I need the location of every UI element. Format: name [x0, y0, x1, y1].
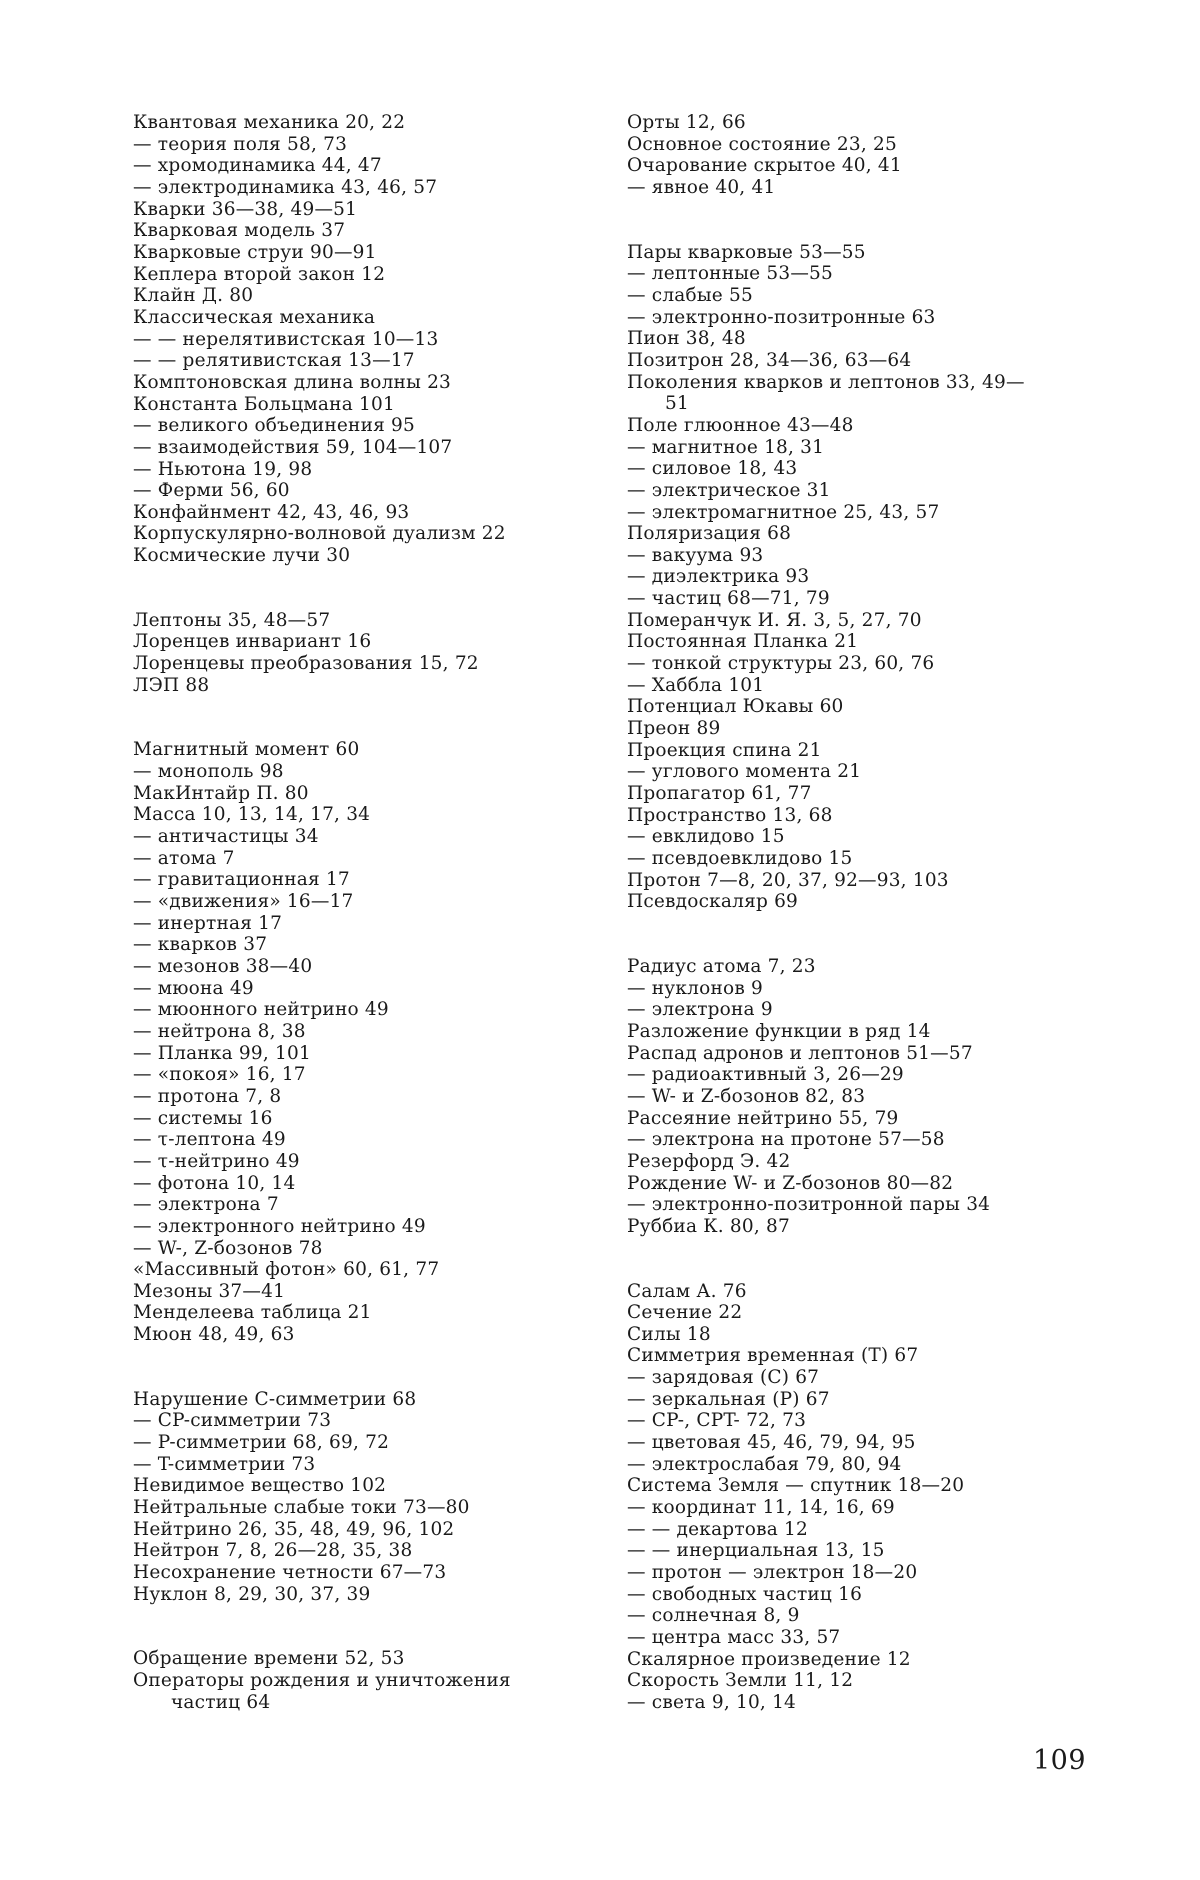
index-entry: Лептоны 35, 48—57: [133, 609, 331, 631]
index-entry: — взаимодействия 59, 104—107: [133, 436, 453, 458]
index-entry: Пропагатор 61, 77: [627, 783, 812, 805]
index-entry: — теория поля 58, 73: [133, 133, 348, 155]
index-entry: — CP-симметрии 73: [133, 1410, 332, 1432]
index-entry: — углового момента 21: [627, 761, 862, 783]
index-entry: — частиц 68—71, 79: [627, 588, 830, 610]
index-entry: — электронно-позитронной пары 34: [627, 1194, 991, 1216]
index-entry: Нейтрино 26, 35, 48, 49, 96, 102: [133, 1518, 455, 1540]
index-letter-group: [133, 1648, 603, 1713]
index-entry: — атома 7: [133, 847, 235, 869]
index-entry: — протона 7, 8: [133, 1085, 282, 1107]
index-entry: — зарядовая (C) 67: [627, 1367, 820, 1389]
index-entry: — силовое 18, 43: [627, 458, 798, 480]
index-entry: Масса 10, 13, 14, 17, 34: [133, 804, 371, 826]
index-entry: — света 9, 10, 14: [627, 1691, 797, 1713]
index-entry: «Массивный фотон» 60, 61, 77: [133, 1259, 440, 1281]
index-entry: Поляризация 68: [627, 523, 792, 545]
index-entry: Радиус атома 7, 23: [627, 955, 816, 977]
index-entry: — евклидово 15: [627, 826, 785, 848]
index-entry: — протон — электрон 18—20: [627, 1562, 918, 1584]
index-entry: — хромодинамика 44, 47: [133, 155, 382, 177]
index-entry: — центра масс 33, 57: [627, 1627, 841, 1648]
index-entry: — Хаббла 101: [627, 674, 765, 696]
index-entry: — солнечная 8, 9: [627, 1605, 800, 1627]
index-entry: — CP-, CPT- 72, 73: [627, 1410, 807, 1432]
index-entry: — τ-нейтрино 49: [133, 1150, 300, 1172]
index-entry: Операторы рождения и уничтожения: [133, 1670, 511, 1691]
index-entry: Очарование скрытое 40, 41: [627, 155, 902, 177]
index-entry: Постоянная Планка 21: [627, 631, 859, 653]
index-entry: Кварковые струи 90—91: [133, 241, 377, 263]
page-number: 109: [1033, 1745, 1087, 1776]
index-entry: Нейтральные слабые токи 73—80: [133, 1497, 470, 1519]
index-entry: — — релятивистская 13—17: [133, 350, 415, 372]
index-entry: ЛЭП 88: [133, 674, 210, 696]
index-entry: Кеплера второй закон 12: [133, 263, 386, 285]
index-entry: Потенциал Юкавы 60: [627, 696, 844, 718]
index-letter-group: [133, 112, 603, 567]
index-entry: — явное 40, 41: [627, 176, 776, 198]
index-entry: Нарушение C-симметрии 68: [133, 1388, 417, 1410]
index-letter-group: [133, 739, 603, 1345]
index-entry: — радиоактивный 3, 26—29: [627, 1064, 904, 1086]
index-entry: — вакуума 93: [627, 544, 764, 566]
index-entry: — W-, Z-бозонов 78: [133, 1237, 323, 1259]
index-entry: Обращение времени 52, 53: [133, 1648, 405, 1670]
index-entry: Пион 38, 48: [627, 328, 746, 350]
index-entry: Рассеяние нейтрино 55, 79: [627, 1107, 899, 1129]
index-entry: — электронно-позитронные 63: [627, 306, 936, 328]
index-entry: — античастицы 34: [133, 826, 319, 848]
index-entry: — координат 11, 14, 16, 69: [627, 1497, 895, 1519]
index-entry: — кварков 37: [133, 934, 268, 956]
index-entry: Несохранение четности 67—73: [133, 1562, 447, 1584]
index-entry: — электрослабая 79, 80, 94: [627, 1453, 902, 1475]
index-entry: Проекция спина 21: [627, 739, 822, 761]
index-entry: Магнитный момент 60: [133, 739, 360, 761]
index-entry: — электрона 7: [133, 1194, 279, 1216]
index-entry: Нуклон 8, 29, 30, 37, 39: [133, 1583, 371, 1605]
index-entry: Скалярное произведение 12: [627, 1648, 911, 1670]
index-entry: — тонкой структуры 23, 60, 76: [627, 653, 935, 675]
index-entry: — нуклонов 9: [627, 977, 763, 999]
index-entry: — «движения» 16—17: [133, 891, 354, 912]
index-entry: Рождение W- и Z-бозонов 80—82: [627, 1172, 954, 1194]
index-entry: Пары кварковые 53—55: [627, 241, 866, 263]
index-entry: Кварковая модель 37: [133, 220, 346, 242]
index-entry: Силы 18: [627, 1323, 711, 1345]
index-entry: — T-симметрии 73: [133, 1453, 316, 1475]
index-entry: — Планка 99, 101: [133, 1042, 311, 1064]
index-entry: Поле глюонное 43—48: [627, 414, 854, 436]
index-entry: Кварки 36—38, 49—51: [133, 198, 358, 220]
index-entry: Основное состояние 23, 25: [627, 133, 897, 155]
index-entry: Поколения кварков и лептонов 33, 49—: [627, 371, 1025, 393]
index-entry: 51: [665, 393, 689, 415]
index-entry: Квантовая механика 20, 22: [133, 112, 406, 133]
index-entry: Резерфорд Э. 42: [627, 1150, 791, 1172]
index-entry: Разложение функции в ряд 14: [627, 1020, 931, 1042]
index-entry: Космические лучи 30: [133, 545, 351, 567]
index-entry: — зеркальная (P) 67: [627, 1388, 830, 1410]
index-entry: — лептонные 53—55: [627, 263, 833, 285]
index-entry: Конфайнмент 42, 43, 46, 93: [133, 501, 410, 523]
index-entry: — — декартова 12: [627, 1518, 808, 1540]
index-entry: — — нерелятивистская 10—13: [133, 328, 439, 350]
index-entry: Псевдоскаляр 69: [627, 891, 799, 913]
index-entry: — мезонов 38—40: [133, 955, 313, 977]
index-entry: — слабые 55: [627, 284, 753, 306]
index-entry: — свободных частиц 16: [627, 1583, 863, 1605]
index-entry: — гравитационная 17: [133, 869, 350, 891]
index-entry: — W- и Z-бозонов 82, 83: [627, 1085, 866, 1107]
index-entry: Руббиа К. 80, 87: [627, 1215, 790, 1237]
index-entry: Лоренцевы преобразования 15, 72: [133, 653, 479, 675]
index-entry: Классическая механика: [133, 306, 376, 328]
index-column-right: [627, 112, 1097, 1714]
index-entry: — электрона 9: [627, 999, 773, 1021]
index-entry: Симметрия временная (T) 67: [627, 1345, 919, 1367]
index-entry: Позитрон 28, 34—36, 63—64: [627, 349, 912, 371]
index-entry: Мюон 48, 49, 63: [133, 1324, 295, 1346]
index-entry: Константа Больцмана 101: [133, 393, 395, 415]
index-entry: — великого объединения 95: [133, 415, 415, 437]
index-entry: Орты 12, 66: [627, 112, 746, 133]
index-entry: Мезоны 37—41: [133, 1280, 286, 1302]
index-entry: — псевдоевклидово 15: [627, 848, 853, 869]
index-entry: частиц 64: [171, 1691, 271, 1713]
index-letter-group: [627, 1281, 1097, 1714]
index-entry: МакИнтайр П. 80: [133, 782, 309, 804]
index-entry: Корпускулярно-волновой дуализм 22: [133, 523, 506, 545]
index-entry: Невидимое вещество 102: [133, 1475, 387, 1497]
index-entry: Сечение 22: [627, 1302, 743, 1324]
index-entry: — электрона на протоне 57—58: [627, 1129, 945, 1151]
index-entry: — τ-лептона 49: [133, 1129, 286, 1151]
index-entry: — электрическое 31: [627, 479, 831, 501]
index-entry: — системы 16: [133, 1107, 273, 1129]
index-entry: Распад адронов и лептонов 51—57: [627, 1042, 973, 1064]
index-letter-group: [133, 610, 603, 697]
index-entry: Скорость Земли 11, 12: [627, 1670, 854, 1692]
index-entry: — мюонного нейтрино 49: [133, 999, 389, 1021]
index-entry: — монополь 98: [133, 761, 284, 783]
index-entry: — фотона 10, 14: [133, 1172, 296, 1194]
index-entry: — нейтрона 8, 38: [133, 1020, 306, 1042]
index-entry: Клайн Д. 80: [133, 285, 254, 307]
index-entry: — P-симметрии 68, 69, 72: [133, 1432, 390, 1454]
index-entry: — электромагнитное 25, 43, 57: [627, 501, 940, 523]
index-letter-group: [627, 956, 1097, 1238]
index-entry: Нейтрон 7, 8, 26—28, 35, 38: [133, 1540, 413, 1562]
index-entry: Пространство 13, 68: [627, 804, 833, 826]
index-entry: — магнитное 18, 31: [627, 436, 825, 458]
index-entry: — электронного нейтрино 49: [133, 1215, 426, 1237]
index-letter-group: [627, 242, 1097, 913]
index-entry: Салам А. 76: [627, 1280, 747, 1302]
index-entry: — Ферми 56, 60: [133, 480, 290, 502]
index-letter-group: [133, 1389, 603, 1606]
index-entry: Система Земля — спутник 18—20: [627, 1475, 965, 1497]
index-entry: Померанчук И. Я. 3, 5, 27, 70: [627, 609, 922, 631]
index-entry: Комптоновская длина волны 23: [133, 371, 452, 393]
index-entry: — диэлектрика 93: [627, 566, 810, 588]
index-entry: — Ньютона 19, 98: [133, 458, 313, 480]
index-entry: Лоренцев инвариант 16: [133, 631, 372, 653]
index-entry: Менделеева таблица 21: [133, 1302, 372, 1324]
index-entry: — мюона 49: [133, 977, 254, 999]
index-column-left: [133, 112, 603, 1713]
index-entry: — — инерциальная 13, 15: [627, 1540, 885, 1562]
index-entry: — инертная 17: [133, 912, 283, 934]
index-entry: Преон 89: [627, 718, 721, 740]
index-entry: — цветовая 45, 46, 79, 94, 95: [627, 1432, 916, 1454]
index-entry: — электродинамика 43, 46, 57: [133, 176, 438, 198]
index-entry: — «покоя» 16, 17: [133, 1064, 306, 1086]
index-entry: Протон 7—8, 20, 37, 92—93, 103: [627, 869, 949, 891]
index-letter-group: [627, 112, 1097, 199]
